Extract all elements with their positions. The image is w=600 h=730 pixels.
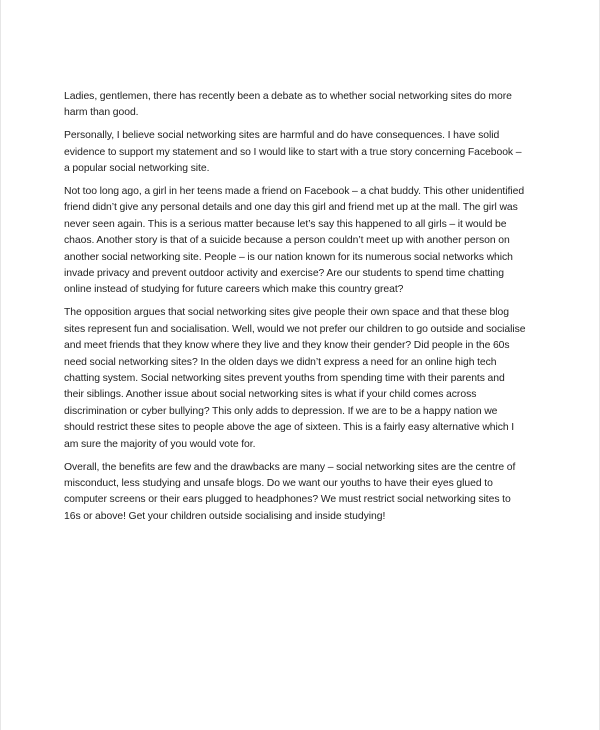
- paragraph-opinion: Personally, I believe social networking sites are harmful and do have consequences. I have solid evidence to support my statement and so I would like to start with a true story concerning Facebook – a popular social networking site.: [64, 130, 522, 175]
- paragraph-opposition: The opposition argues that social networking sites give people their own space and that these blog sites represent fun and socialisation. Well, would we not prefer our children to go outside and socialise and meet friends that they know where they live and they know their gender? Did people in the 60s need social networking sites? In the olden days we didn’t express a need for an online high tech chatting system. Social networking sites prevent youths from spending time with their parents and their siblings. Another issue about social networking sites is what if your child comes across discrimination or cyber bullying? This only adds to depression. If we are to be a happy nation we should restrict these sites to people above the age of sixteen. This is a fairly easy alternative which I am sure the majority of you would vote for.: [64, 307, 526, 450]
- document-body: [64, 89, 526, 532]
- paragraph-conclusion: Overall, the benefits are few and the drawbacks are many – social networking sites are the centre of misconduct, less studying and unsafe blogs. Do we want our youths to have their eyes glued to computer screens or their ears plugged to headphones? We must restrict social networking sites to 16s or above! Get your children outside socialising and inside studying!: [64, 461, 516, 522]
- paragraph-story: Not too long ago, a girl in her teens made a friend on Facebook – a chat buddy. This other unidentified friend didn’t give any personal details and one day this girl and friend met up at the mall. The girl was never seen again. This is a serious matter because let’s say this happened to all girls – it would be chaos. Another story is that of a suicide because a person couldn’t meet up with another person on another social networking site. People – is our nation known for its numerous social networks which invade privacy and prevent outdoor activity and exercise? Are our students to spend time chatting online instead of studying for future careers which make this country great?: [64, 186, 525, 296]
- paragraph-intro: Ladies, gentlemen, there has recently been a debate as to whether social networking sites do more harm than good.: [64, 91, 512, 119]
